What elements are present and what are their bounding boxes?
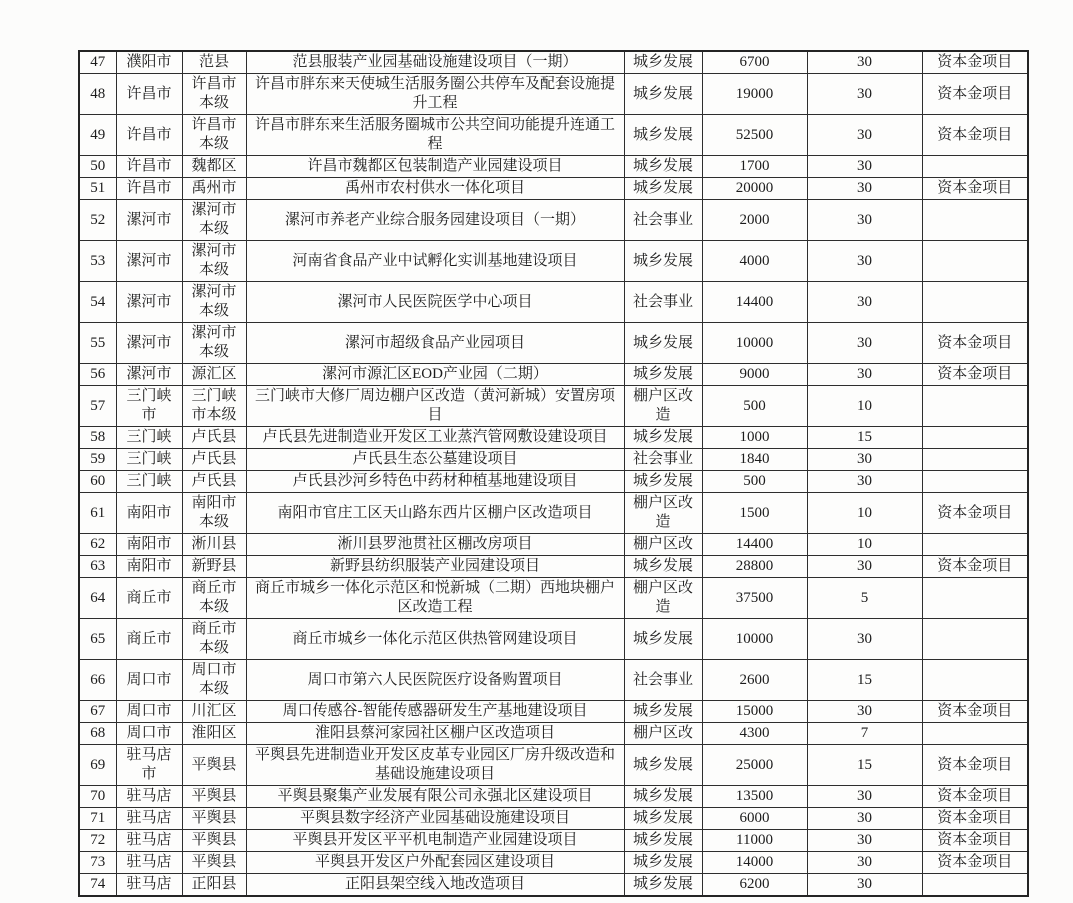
cell-city: 周口市 [116,660,182,701]
cell-seq: 53 [79,241,116,282]
cell-term: 30 [807,471,922,493]
cell-project: 淅川县罗池贯社区棚改房项目 [246,534,624,556]
cell-category: 社会事业 [624,200,702,241]
cell-note: 资本金项目 [922,74,1028,115]
cell-project: 商丘市城乡一体化示范区供热管网建设项目 [246,619,624,660]
cell-amount: 1000 [702,427,807,449]
cell-note: 资本金项目 [922,808,1028,830]
cell-county: 新野县 [182,556,246,578]
cell-amount: 6200 [702,874,807,897]
cell-seq: 63 [79,556,116,578]
cell-city: 濮阳市 [116,51,182,74]
cell-category: 社会事业 [624,282,702,323]
cell-project: 漯河市人民医院医学中心项目 [246,282,624,323]
cell-category: 城乡发展 [624,178,702,200]
cell-city: 南阳市 [116,534,182,556]
cell-term: 10 [807,534,922,556]
cell-city: 漯河市 [116,282,182,323]
cell-county: 淮阳区 [182,723,246,745]
table-row [79,852,1028,874]
cell-county: 商丘市本级 [182,619,246,660]
cell-note [922,723,1028,745]
cell-city: 周口市 [116,701,182,723]
cell-term: 30 [807,74,922,115]
cell-project: 周口市第六人民医院医疗设备购置项目 [246,660,624,701]
cell-note [922,200,1028,241]
cell-note [922,660,1028,701]
cell-project: 许昌市胖东来生活服务圈城市公共空间功能提升连通工程 [246,115,624,156]
cell-county: 正阳县 [182,874,246,897]
cell-amount: 6700 [702,51,807,74]
cell-county: 平舆县 [182,808,246,830]
cell-category: 棚户区改 [624,534,702,556]
cell-city: 许昌市 [116,178,182,200]
cell-seq: 70 [79,786,116,808]
cell-project: 新野县纺织服装产业园建设项目 [246,556,624,578]
cell-amount: 2600 [702,660,807,701]
cell-county: 平舆县 [182,830,246,852]
cell-city: 漯河市 [116,323,182,364]
cell-county: 平舆县 [182,745,246,786]
cell-seq: 65 [79,619,116,660]
cell-category: 城乡发展 [624,51,702,74]
cell-note: 资本金项目 [922,51,1028,74]
cell-note [922,156,1028,178]
cell-county: 周口市本级 [182,660,246,701]
cell-project: 卢氏县先进制造业开发区工业蒸汽管网敷设建设项目 [246,427,624,449]
cell-note: 资本金项目 [922,323,1028,364]
cell-project: 平舆县聚集产业发展有限公司永强北区建设项目 [246,786,624,808]
cell-category: 城乡发展 [624,852,702,874]
cell-project: 南阳市官庄工区天山路东西片区棚户区改造项目 [246,493,624,534]
cell-county: 卢氏县 [182,427,246,449]
table-row [79,874,1028,897]
cell-amount: 10000 [702,323,807,364]
table-row [79,808,1028,830]
cell-project: 漯河市养老产业综合服务园建设项目（一期） [246,200,624,241]
cell-county: 许昌市本级 [182,74,246,115]
cell-county: 禹州市 [182,178,246,200]
cell-category: 棚户区改造 [624,578,702,619]
cell-amount: 19000 [702,74,807,115]
cell-seq: 59 [79,449,116,471]
cell-city: 驻马店 [116,808,182,830]
cell-project: 范县服装产业园基础设施建设项目（一期） [246,51,624,74]
cell-seq: 73 [79,852,116,874]
cell-county: 源汇区 [182,364,246,386]
cell-county: 淅川县 [182,534,246,556]
project-list-table [78,50,1029,897]
cell-term: 30 [807,830,922,852]
cell-term: 30 [807,808,922,830]
table-row [79,701,1028,723]
cell-seq: 57 [79,386,116,427]
cell-city: 周口市 [116,723,182,745]
cell-seq: 62 [79,534,116,556]
project-table-body [79,51,1028,896]
cell-category: 城乡发展 [624,241,702,282]
cell-category: 城乡发展 [624,556,702,578]
cell-city: 驻马店 [116,786,182,808]
cell-county: 漯河市本级 [182,241,246,282]
cell-amount: 11000 [702,830,807,852]
cell-amount: 1840 [702,449,807,471]
table-row [79,282,1028,323]
cell-amount: 1700 [702,156,807,178]
cell-project: 平舆县开发区平平机电制造产业园建设项目 [246,830,624,852]
cell-category: 城乡发展 [624,701,702,723]
cell-city: 南阳市 [116,493,182,534]
cell-city: 三门峡市 [116,386,182,427]
cell-category: 城乡发展 [624,745,702,786]
cell-note [922,534,1028,556]
cell-city: 许昌市 [116,156,182,178]
cell-note: 资本金项目 [922,830,1028,852]
table-row [79,427,1028,449]
cell-term: 10 [807,386,922,427]
cell-amount: 500 [702,471,807,493]
cell-term: 15 [807,745,922,786]
cell-amount: 4300 [702,723,807,745]
cell-note [922,578,1028,619]
cell-seq: 52 [79,200,116,241]
cell-seq: 48 [79,74,116,115]
cell-amount: 2000 [702,200,807,241]
cell-project: 河南省食品产业中试孵化实训基地建设项目 [246,241,624,282]
cell-project: 平舆县数字经济产业园基础设施建设项目 [246,808,624,830]
cell-project: 平舆县先进制造业开发区皮革专业园区厂房升级改造和基础设施建设项目 [246,745,624,786]
cell-county: 川汇区 [182,701,246,723]
cell-city: 三门峡 [116,449,182,471]
cell-category: 城乡发展 [624,156,702,178]
cell-amount: 9000 [702,364,807,386]
cell-term: 30 [807,178,922,200]
cell-county: 平舆县 [182,786,246,808]
table-row [79,493,1028,534]
cell-category: 城乡发展 [624,830,702,852]
cell-project: 漯河市超级食品产业园项目 [246,323,624,364]
cell-seq: 72 [79,830,116,852]
cell-amount: 6000 [702,808,807,830]
table-row [79,534,1028,556]
cell-county: 漯河市本级 [182,282,246,323]
cell-project: 周口传感谷-智能传感器研发生产基地建设项目 [246,701,624,723]
cell-note [922,449,1028,471]
cell-county: 南阳市本级 [182,493,246,534]
cell-term: 30 [807,200,922,241]
cell-seq: 64 [79,578,116,619]
cell-city: 漯河市 [116,241,182,282]
cell-note: 资本金项目 [922,556,1028,578]
cell-category: 城乡发展 [624,786,702,808]
cell-note: 资本金项目 [922,115,1028,156]
cell-note: 资本金项目 [922,786,1028,808]
cell-city: 三门峡 [116,427,182,449]
cell-city: 许昌市 [116,115,182,156]
cell-term: 30 [807,323,922,364]
table-row [79,745,1028,786]
cell-seq: 74 [79,874,116,897]
cell-term: 30 [807,51,922,74]
table-row [79,660,1028,701]
cell-note: 资本金项目 [922,364,1028,386]
cell-category: 城乡发展 [624,115,702,156]
cell-amount: 52500 [702,115,807,156]
cell-note: 资本金项目 [922,745,1028,786]
cell-project: 许昌市胖东来天使城生活服务圈公共停车及配套设施提升工程 [246,74,624,115]
cell-seq: 54 [79,282,116,323]
cell-term: 5 [807,578,922,619]
cell-note: 资本金项目 [922,493,1028,534]
cell-category: 棚户区改造 [624,493,702,534]
cell-project: 三门峡市大修厂周边棚户区改造（黄河新城）安置房项目 [246,386,624,427]
cell-city: 驻马店市 [116,745,182,786]
cell-note [922,386,1028,427]
cell-amount: 14400 [702,282,807,323]
cell-city: 驻马店 [116,830,182,852]
cell-term: 30 [807,852,922,874]
cell-term: 30 [807,156,922,178]
cell-county: 卢氏县 [182,449,246,471]
table-row [79,323,1028,364]
cell-term: 30 [807,241,922,282]
cell-amount: 4000 [702,241,807,282]
cell-seq: 61 [79,493,116,534]
cell-term: 15 [807,427,922,449]
cell-category: 城乡发展 [624,427,702,449]
table-row [79,619,1028,660]
cell-seq: 49 [79,115,116,156]
table-row [79,786,1028,808]
cell-term: 7 [807,723,922,745]
cell-category: 城乡发展 [624,874,702,897]
cell-term: 10 [807,493,922,534]
cell-term: 30 [807,449,922,471]
table-row [79,241,1028,282]
cell-amount: 14000 [702,852,807,874]
cell-note [922,619,1028,660]
cell-city: 驻马店 [116,852,182,874]
cell-seq: 66 [79,660,116,701]
table-row [79,115,1028,156]
cell-project: 卢氏县沙河乡特色中药材种植基地建设项目 [246,471,624,493]
cell-city: 南阳市 [116,556,182,578]
cell-term: 30 [807,786,922,808]
cell-amount: 37500 [702,578,807,619]
cell-term: 30 [807,364,922,386]
cell-project: 淮阳县蔡河家园社区棚户区改造项目 [246,723,624,745]
table-row [79,723,1028,745]
cell-city: 漯河市 [116,200,182,241]
cell-amount: 14400 [702,534,807,556]
cell-amount: 28800 [702,556,807,578]
table-row [79,364,1028,386]
cell-amount: 20000 [702,178,807,200]
cell-category: 城乡发展 [624,74,702,115]
cell-county: 商丘市本级 [182,578,246,619]
cell-seq: 51 [79,178,116,200]
cell-term: 15 [807,660,922,701]
table-row [79,178,1028,200]
cell-term: 30 [807,115,922,156]
cell-category: 城乡发展 [624,364,702,386]
cell-city: 三门峡 [116,471,182,493]
cell-note [922,874,1028,897]
cell-city: 许昌市 [116,74,182,115]
cell-county: 卢氏县 [182,471,246,493]
cell-note: 资本金项目 [922,701,1028,723]
cell-category: 城乡发展 [624,471,702,493]
table-row [79,51,1028,74]
table-row [79,74,1028,115]
cell-county: 平舆县 [182,852,246,874]
table-row [79,830,1028,852]
cell-note [922,282,1028,323]
cell-amount: 13500 [702,786,807,808]
cell-city: 商丘市 [116,578,182,619]
cell-term: 30 [807,282,922,323]
cell-county: 漯河市本级 [182,323,246,364]
cell-city: 商丘市 [116,619,182,660]
cell-note [922,241,1028,282]
cell-note: 资本金项目 [922,852,1028,874]
cell-term: 30 [807,874,922,897]
table-row [79,578,1028,619]
cell-amount: 10000 [702,619,807,660]
cell-county: 魏都区 [182,156,246,178]
table-row [79,449,1028,471]
cell-term: 30 [807,619,922,660]
cell-county: 漯河市本级 [182,200,246,241]
table-row [79,200,1028,241]
cell-project: 商丘市城乡一体化示范区和悦新城（二期）西地块棚户区改造工程 [246,578,624,619]
cell-category: 棚户区改造 [624,386,702,427]
cell-category: 棚户区改 [624,723,702,745]
cell-seq: 60 [79,471,116,493]
table-row [79,386,1028,427]
cell-category: 城乡发展 [624,619,702,660]
cell-term: 30 [807,701,922,723]
cell-amount: 1500 [702,493,807,534]
cell-category: 城乡发展 [624,808,702,830]
cell-county: 许昌市本级 [182,115,246,156]
cell-seq: 55 [79,323,116,364]
cell-note [922,471,1028,493]
cell-seq: 67 [79,701,116,723]
cell-project: 漯河市源汇区EOD产业园（二期） [246,364,624,386]
cell-project: 禹州市农村供水一体化项目 [246,178,624,200]
cell-note: 资本金项目 [922,178,1028,200]
cell-amount: 500 [702,386,807,427]
cell-project: 卢氏县生态公墓建设项目 [246,449,624,471]
cell-seq: 69 [79,745,116,786]
cell-seq: 50 [79,156,116,178]
cell-seq: 71 [79,808,116,830]
cell-category: 社会事业 [624,449,702,471]
table-row [79,556,1028,578]
cell-seq: 47 [79,51,116,74]
cell-project: 正阳县架空线入地改造项目 [246,874,624,897]
cell-project: 许昌市魏都区包装制造产业园建设项目 [246,156,624,178]
cell-county: 三门峡市本级 [182,386,246,427]
cell-seq: 56 [79,364,116,386]
cell-seq: 68 [79,723,116,745]
table-row [79,156,1028,178]
cell-category: 社会事业 [624,660,702,701]
cell-county: 范县 [182,51,246,74]
cell-term: 30 [807,556,922,578]
cell-note [922,427,1028,449]
cell-category: 城乡发展 [624,323,702,364]
cell-amount: 25000 [702,745,807,786]
cell-seq: 58 [79,427,116,449]
cell-city: 漯河市 [116,364,182,386]
table-row [79,471,1028,493]
cell-project: 平舆县开发区户外配套园区建设项目 [246,852,624,874]
cell-amount: 15000 [702,701,807,723]
cell-city: 驻马店 [116,874,182,897]
